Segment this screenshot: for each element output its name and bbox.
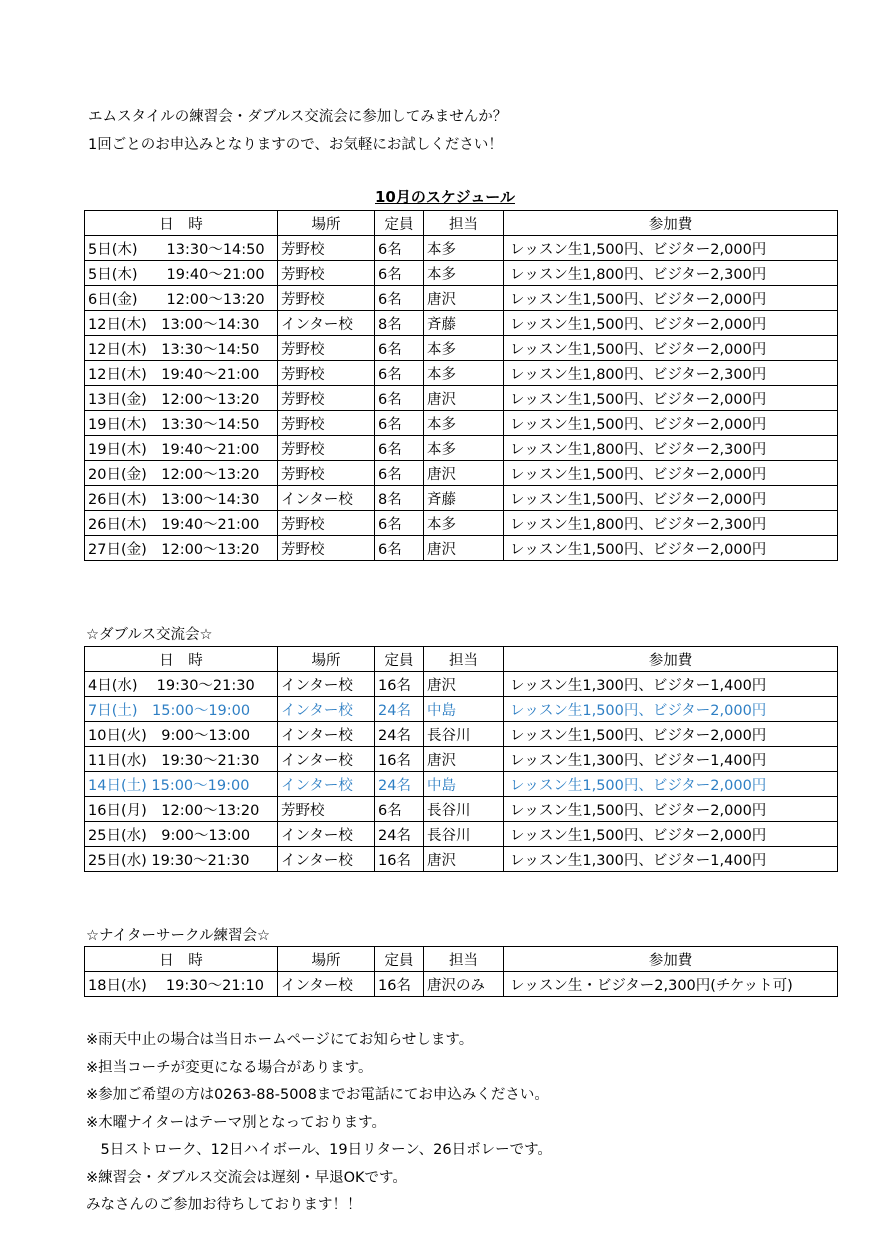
- staff-cell: 唐沢: [424, 386, 504, 411]
- table-row: [85, 822, 838, 847]
- staff-cell: 唐沢: [424, 286, 504, 311]
- table-row: [85, 336, 838, 361]
- intro-text: [88, 103, 507, 159]
- table-row: [85, 672, 838, 697]
- header-date: 日 時: [85, 647, 278, 672]
- table-row: [85, 847, 838, 872]
- table-row: [85, 436, 838, 461]
- date-cell: 25日(水) 19:30～21:30: [85, 847, 278, 872]
- date-cell: 26日(木) 13:00～14:30: [85, 486, 278, 511]
- nighter-table: [84, 946, 838, 997]
- place-cell: 芳野校: [278, 386, 375, 411]
- place-cell: 芳野校: [278, 461, 375, 486]
- date-cell: 16日(月) 12:00～13:20: [85, 797, 278, 822]
- capacity-cell: 16名: [375, 972, 424, 997]
- fee-cell: レッスン生1,500円、ビジター2,000円: [504, 236, 838, 261]
- table-row: [85, 772, 838, 797]
- place-cell: 芳野校: [278, 336, 375, 361]
- staff-cell: 中島: [424, 772, 504, 797]
- staff-cell: 唐沢: [424, 461, 504, 486]
- date-cell: 7日(土) 15:00～19:00: [85, 697, 278, 722]
- intro-line-1: エムスタイルの練習会・ダブルス交流会に参加してみませんか？: [88, 109, 508, 125]
- staff-cell: 本多: [424, 436, 504, 461]
- staff-cell: 長谷川: [424, 797, 504, 822]
- note-line: ※木曜ナイターはテーマ別となっております。: [86, 1114, 386, 1131]
- capacity-cell: 8名: [375, 486, 424, 511]
- place-cell: インター校: [278, 747, 375, 772]
- header-fee: 参加費: [504, 647, 838, 672]
- staff-cell: 本多: [424, 411, 504, 436]
- fee-cell: レッスン生・ビジター2,300円(チケット可): [504, 972, 838, 997]
- date-cell: 19日(木) 19:40～21:00: [85, 436, 278, 461]
- fee-cell: レッスン生1,500円、ビジター2,000円: [504, 336, 838, 361]
- table-row: [85, 511, 838, 536]
- fee-cell: レッスン生1,500円、ビジター2,000円: [504, 386, 838, 411]
- place-cell: 芳野校: [278, 436, 375, 461]
- place-cell: インター校: [278, 486, 375, 511]
- place-cell: 芳野校: [278, 411, 375, 436]
- place-cell: インター校: [278, 697, 375, 722]
- date-cell: 19日(木) 13:30～14:50: [85, 411, 278, 436]
- capacity-cell: 8名: [375, 311, 424, 336]
- fee-cell: レッスン生1,500円、ビジター2,000円: [504, 311, 838, 336]
- date-cell: 6日(金) 12:00～13:20: [85, 286, 278, 311]
- place-cell: インター校: [278, 311, 375, 336]
- table-row: [85, 261, 838, 286]
- note-line: みなさんのご参加お待ちしております！！: [86, 1197, 362, 1213]
- capacity-cell: 6名: [375, 361, 424, 386]
- staff-cell: 中島: [424, 697, 504, 722]
- note-line: ※参加ご希望の方は0263-88-5008までお電話にてお申込みください。: [86, 1087, 549, 1103]
- capacity-cell: 6名: [375, 286, 424, 311]
- schedule-table: [84, 210, 838, 561]
- capacity-cell: 16名: [375, 747, 424, 772]
- staff-cell: 斉藤: [424, 311, 504, 336]
- place-cell: 芳野校: [278, 236, 375, 261]
- place-cell: 芳野校: [278, 511, 375, 536]
- header-staff: 担当: [424, 211, 504, 236]
- header-fee: 参加費: [504, 211, 838, 236]
- date-cell: 5日(木) 19:40～21:00: [85, 261, 278, 286]
- staff-cell: 唐沢: [424, 536, 504, 561]
- header-place: 場所: [278, 647, 375, 672]
- place-cell: インター校: [278, 722, 375, 747]
- header-fee: 参加費: [504, 947, 838, 972]
- staff-cell: 本多: [424, 261, 504, 286]
- date-cell: 11日(水) 19:30～21:30: [85, 747, 278, 772]
- date-cell: 10日(火) 9:00～13:00: [85, 722, 278, 747]
- fee-cell: レッスン生1,300円、ビジター1,400円: [504, 847, 838, 872]
- place-cell: 芳野校: [278, 261, 375, 286]
- fee-cell: レッスン生1,500円、ビジター2,000円: [504, 536, 838, 561]
- table-row: [85, 536, 838, 561]
- date-cell: 18日(水) 19:30～21:10: [85, 972, 278, 997]
- date-cell: 13日(金) 12:00～13:20: [85, 386, 278, 411]
- place-cell: インター校: [278, 822, 375, 847]
- header-staff: 担当: [424, 647, 504, 672]
- place-cell: インター校: [278, 772, 375, 797]
- fee-cell: レッスン生1,500円、ビジター2,000円: [504, 461, 838, 486]
- table-row: [85, 286, 838, 311]
- staff-cell: 唐沢: [424, 747, 504, 772]
- header-capacity: 定員: [375, 647, 424, 672]
- place-cell: 芳野校: [278, 286, 375, 311]
- fee-cell: レッスン生1,300円、ビジター1,400円: [504, 747, 838, 772]
- header-date: 日 時: [85, 211, 278, 236]
- header-capacity: 定員: [375, 947, 424, 972]
- header-place: 場所: [278, 947, 375, 972]
- date-cell: 12日(木) 13:00～14:30: [85, 311, 278, 336]
- capacity-cell: 6名: [375, 386, 424, 411]
- capacity-cell: 6名: [375, 436, 424, 461]
- capacity-cell: 6名: [375, 261, 424, 286]
- staff-cell: 斉藤: [424, 486, 504, 511]
- capacity-cell: 6名: [375, 411, 424, 436]
- fee-cell: レッスン生1,500円、ビジター2,000円: [504, 486, 838, 511]
- capacity-cell: 24名: [375, 722, 424, 747]
- date-cell: 20日(金) 12:00～13:20: [85, 461, 278, 486]
- table-header-row: [85, 647, 838, 672]
- fee-cell: レッスン生1,500円、ビジター2,000円: [504, 411, 838, 436]
- capacity-cell: 6名: [375, 797, 424, 822]
- fee-cell: レッスン生1,500円、ビジター2,000円: [504, 286, 838, 311]
- fee-cell: レッスン生1,500円、ビジター2,000円: [504, 722, 838, 747]
- table-row: [85, 747, 838, 772]
- table-header-row: [85, 211, 838, 236]
- date-cell: 26日(木) 19:40～21:00: [85, 511, 278, 536]
- capacity-cell: 6名: [375, 511, 424, 536]
- capacity-cell: 16名: [375, 847, 424, 872]
- nighter-section-title: ☆ナイターサークル練習会☆: [86, 928, 271, 944]
- table-row: [85, 311, 838, 336]
- header-staff: 担当: [424, 947, 504, 972]
- notes-list: [86, 1027, 552, 1220]
- staff-cell: 本多: [424, 336, 504, 361]
- date-cell: 14日(土) 15:00～19:00: [85, 772, 278, 797]
- doubles-section-title: ☆ダブルス交流会☆: [86, 627, 213, 643]
- date-cell: 5日(木) 13:30～14:50: [85, 236, 278, 261]
- table-row: [85, 411, 838, 436]
- doubles-table: [84, 646, 838, 872]
- fee-cell: レッスン生1,500円、ビジター2,000円: [504, 822, 838, 847]
- staff-cell: 本多: [424, 361, 504, 386]
- table-row: [85, 972, 838, 997]
- capacity-cell: 24名: [375, 822, 424, 847]
- table-row: [85, 797, 838, 822]
- date-cell: 25日(水) 9:00～13:00: [85, 822, 278, 847]
- place-cell: 芳野校: [278, 536, 375, 561]
- date-cell: 4日(水) 19:30～21:30: [85, 672, 278, 697]
- note-line: ※雨天中止の場合は当日ホームページにてお知らせします。: [86, 1032, 474, 1048]
- table-header-row: [85, 947, 838, 972]
- header-date: 日 時: [85, 947, 278, 972]
- capacity-cell: 6名: [375, 461, 424, 486]
- fee-cell: レッスン生1,300円、ビジター1,400円: [504, 672, 838, 697]
- table-row: [85, 386, 838, 411]
- capacity-cell: 6名: [375, 236, 424, 261]
- table-row: [85, 461, 838, 486]
- fee-cell: レッスン生1,800円、ビジター2,300円: [504, 361, 838, 386]
- date-cell: 27日(金) 12:00～13:20: [85, 536, 278, 561]
- date-cell: 12日(木) 19:40～21:00: [85, 361, 278, 386]
- capacity-cell: 24名: [375, 697, 424, 722]
- table-row: [85, 486, 838, 511]
- capacity-cell: 24名: [375, 772, 424, 797]
- schedule-title: 10月のスケジュール: [375, 188, 515, 206]
- place-cell: インター校: [278, 847, 375, 872]
- date-cell: 12日(木) 13:30～14:50: [85, 336, 278, 361]
- fee-cell: レッスン生1,800円、ビジター2,300円: [504, 261, 838, 286]
- fee-cell: レッスン生1,500円、ビジター2,000円: [504, 697, 838, 722]
- place-cell: インター校: [278, 672, 375, 697]
- fee-cell: レッスン生1,800円、ビジター2,300円: [504, 436, 838, 461]
- table-row: [85, 361, 838, 386]
- capacity-cell: 6名: [375, 336, 424, 361]
- place-cell: インター校: [278, 972, 375, 997]
- header-capacity: 定員: [375, 211, 424, 236]
- header-place: 場所: [278, 211, 375, 236]
- intro-line-2: 1回ごとのお申込みとなりますので、お気軽にお試しください！: [88, 137, 503, 153]
- staff-cell: 本多: [424, 236, 504, 261]
- capacity-cell: 6名: [375, 536, 424, 561]
- staff-cell: 本多: [424, 511, 504, 536]
- table-row: [85, 722, 838, 747]
- note-line: ※担当コーチが変更になる場合があります。: [86, 1059, 373, 1076]
- staff-cell: 長谷川: [424, 722, 504, 747]
- fee-cell: レッスン生1,500円、ビジター2,000円: [504, 797, 838, 822]
- table-row: [85, 236, 838, 261]
- note-line: ※練習会・ダブルス交流会は遅刻・早退OKです。: [86, 1169, 407, 1186]
- fee-cell: レッスン生1,500円、ビジター2,000円: [504, 772, 838, 797]
- staff-cell: 唐沢のみ: [424, 972, 504, 997]
- note-line: 5日ストローク、12日ハイボール、19日リターン、26日ボレーです。: [86, 1142, 552, 1158]
- capacity-cell: 16名: [375, 672, 424, 697]
- staff-cell: 長谷川: [424, 822, 504, 847]
- staff-cell: 唐沢: [424, 847, 504, 872]
- place-cell: 芳野校: [278, 797, 375, 822]
- table-row: [85, 697, 838, 722]
- place-cell: 芳野校: [278, 361, 375, 386]
- staff-cell: 唐沢: [424, 672, 504, 697]
- fee-cell: レッスン生1,800円、ビジター2,300円: [504, 511, 838, 536]
